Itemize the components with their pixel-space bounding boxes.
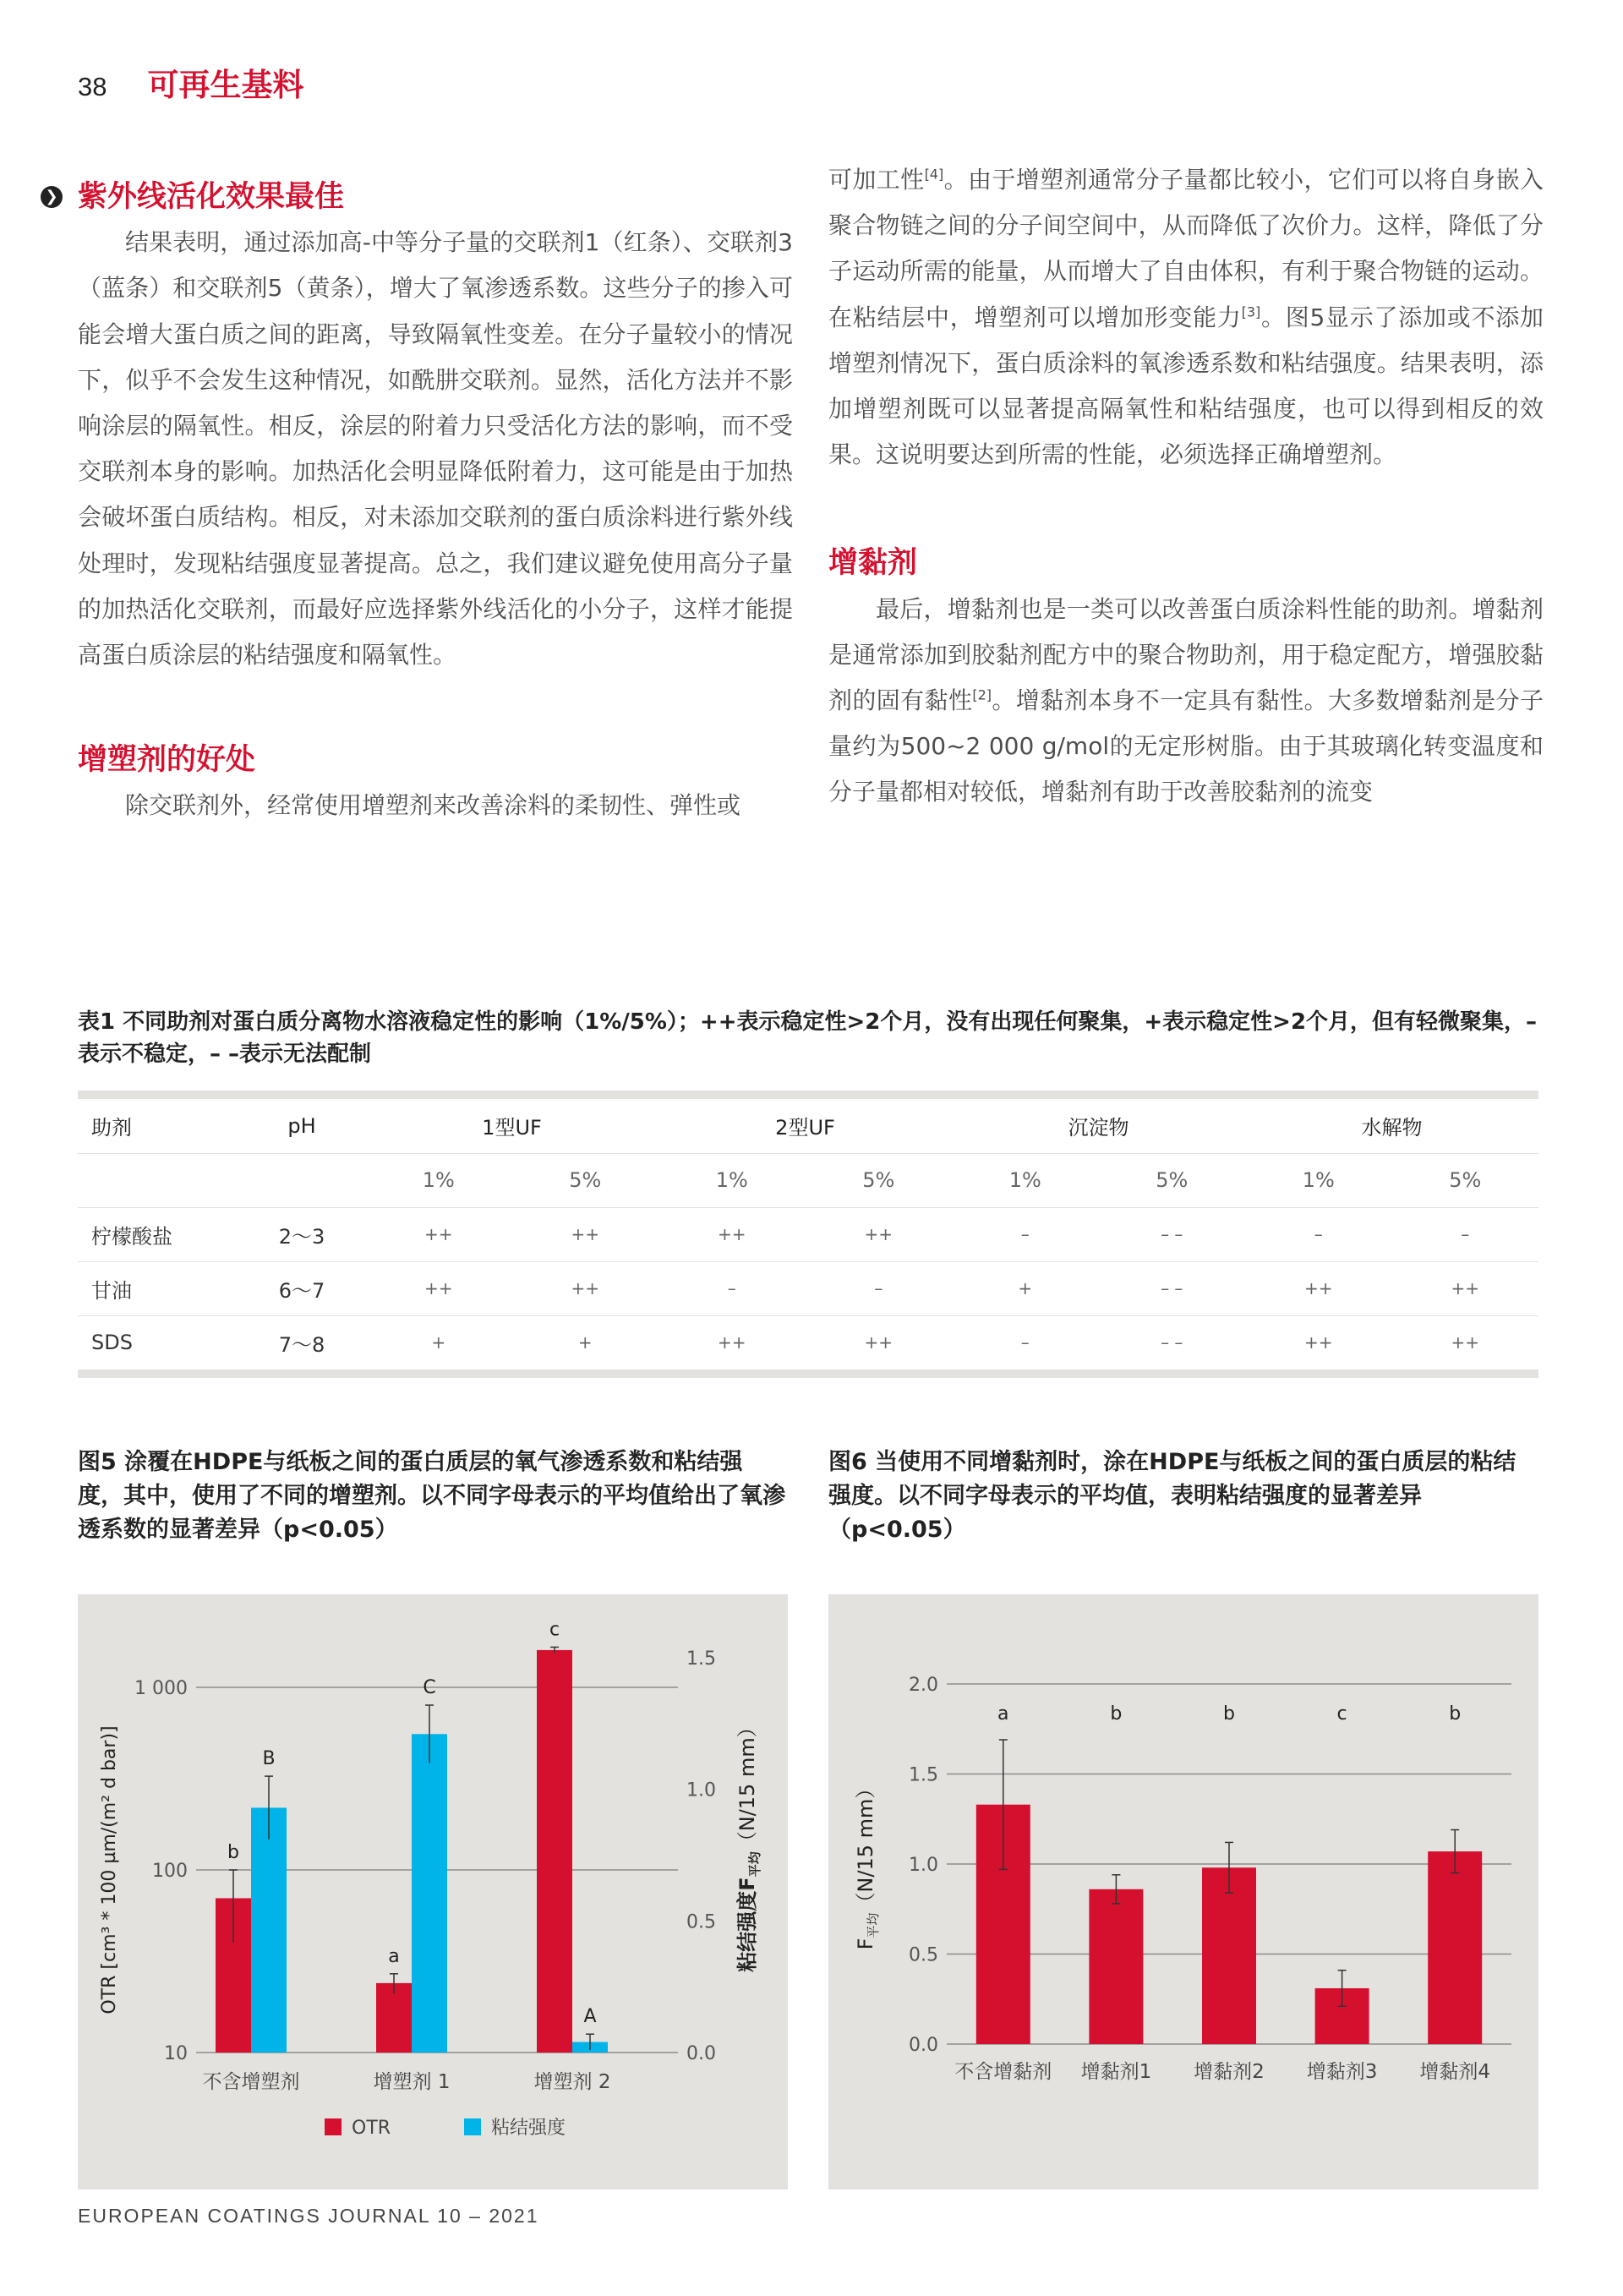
heading-tackifier: 增黏剂 (828, 546, 918, 581)
table-header: 1型UF (365, 1099, 658, 1153)
significance-letter: a (997, 1703, 1009, 1725)
table-subheader: 5% (806, 1153, 953, 1207)
table-row (78, 1261, 1538, 1315)
table-cell: – – (1161, 1332, 1183, 1353)
table-cell: 甘油 (78, 1261, 238, 1315)
figure-5-caption: 图5 涂覆在HDPE与纸板之间的蛋白质层的氧气渗透系数和粘结强度，其中，使用了不同的增塑剂。以不同字母表示的平均值给出了氧渗透系数的显著差异（p<0.05） (78, 1449, 785, 1543)
table-cell: ++ (1303, 1332, 1333, 1353)
table-caption: 表1 不同助剂对蛋白质分离物水溶液稳定性的影响（1%/5%）；++表示稳定性>2个月，没有出现任何聚集，+表示稳定性>2个月，但有轻微聚集，–表示不稳定，– –表示无法配制 (78, 1009, 1538, 1067)
legend-swatch (464, 2118, 481, 2135)
bar-otr (537, 1650, 572, 2053)
table-cell: – (1245, 1207, 1392, 1261)
table-cell: + (577, 1332, 593, 1353)
legend-label: OTR (352, 2118, 391, 2139)
page-footer: EUROPEAN COATINGS JOURNAL 10 – 2021 (78, 2205, 539, 2227)
table-cell: 7～8 (278, 1332, 325, 1357)
right-column (828, 166, 1544, 816)
table-1 (78, 1091, 1538, 1378)
significance-letter: b (227, 1842, 239, 1863)
x-axis-tick-label: 增塑剂 1 (373, 2071, 451, 2093)
significance-letter: c (549, 1619, 560, 1641)
table-cell: ++ (717, 1332, 746, 1353)
table-cell: + (952, 1261, 1099, 1315)
table-cell: ++ (864, 1332, 893, 1353)
y-axis-tick-label: 2.0 (909, 1675, 938, 1696)
legend-label: 粘结强度 (491, 2118, 566, 2139)
table-cell: – (1020, 1332, 1030, 1353)
table-row (78, 1315, 1538, 1369)
table-cell: – (806, 1261, 953, 1315)
x-axis-tick-label: 增塑剂 2 (533, 2071, 611, 2093)
paragraph: 最后，增黏剂也是一类可以改善蛋白质涂料性能的助剂。增黏剂是通常添加到胶黏剂配方中的聚合物助剂，用于稳定配方，增强胶黏剂的固有黏性[2]。增黏剂本身不一定具有黏性。大多数增黏剂是分子量约为500~2 000 g/mol的无定形树脂。由于其玻璃化转变温度和分子量都相对较低，增黏剂有助于改善胶黏剂的流变 (828, 594, 1544, 806)
table-cell: ++ (806, 1207, 953, 1261)
left-axis-tick-label: 100 (152, 1861, 188, 1882)
right-axis-label: 粘结强度$F_{平均}(N/15$ mm） (735, 1717, 762, 1972)
bar-bond-strength (251, 1807, 287, 2053)
significance-letter: C (423, 1677, 436, 1699)
y-axis-label: $F_{平均}(N/15$ mm） (854, 1778, 881, 1950)
table-subheader: 1% (1245, 1153, 1392, 1207)
right-axis-tick-label: 0.0 (686, 2043, 716, 2064)
heading-uv-activation (45, 174, 793, 220)
table-row (78, 1207, 1538, 1261)
table-cell: + (431, 1332, 446, 1353)
x-axis-tick-label: 增黏剂1 (1080, 2061, 1152, 2083)
x-axis-tick-label: 增黏剂2 (1194, 2061, 1265, 2083)
table-cell: – (952, 1207, 1099, 1261)
table-cell: ++ (658, 1207, 806, 1261)
table-cell: SDS (91, 1331, 133, 1355)
significance-letter: b (1223, 1703, 1235, 1725)
figure-6-svg (828, 1594, 1538, 2189)
significance-letter: c (1336, 1703, 1347, 1725)
table-cell: 柠檬酸盐 (78, 1207, 238, 1261)
heading-plasticizer: 增塑剂的好处 (78, 743, 256, 778)
y-axis-tick-label: 1.0 (909, 1855, 938, 1876)
table-cell: 6～7 (238, 1261, 365, 1315)
table-cell: – (658, 1261, 806, 1315)
table-cell: ++ (1451, 1332, 1479, 1353)
bar (1428, 1851, 1482, 2044)
x-axis-tick-label: 不含增黏剂 (954, 2061, 1052, 2083)
table-header: 2型UF (658, 1099, 952, 1153)
table-cell: ++ (512, 1207, 659, 1261)
significance-letter: a (388, 1945, 400, 1967)
significance-letter: B (262, 1748, 276, 1770)
table-subheader: 5% (1392, 1153, 1539, 1207)
table-cell: – – (1099, 1261, 1246, 1315)
table-cell: ++ (512, 1261, 659, 1315)
table-cell: – – (1099, 1207, 1246, 1261)
left-axis-tick-label: 10 (164, 2043, 188, 2064)
legend-swatch (325, 2118, 342, 2135)
table-header: 水解物 (1245, 1099, 1538, 1153)
right-axis-tick-label: 1.0 (686, 1779, 716, 1801)
table-cell: 2～3 (238, 1207, 365, 1261)
y-axis-tick-label: 1.5 (909, 1764, 938, 1786)
x-axis-tick-label: 不含增塑剂 (202, 2071, 300, 2093)
table-subheader: 1% (952, 1153, 1099, 1207)
bar (1089, 1889, 1143, 2044)
y-axis-tick-label: 0.0 (909, 2035, 938, 2056)
table-subheader: 5% (1099, 1153, 1246, 1207)
reference: [2] (972, 686, 992, 703)
figure-5-svg (78, 1594, 788, 2189)
table-subheader: 1% (365, 1153, 512, 1207)
table-subheader: 1% (658, 1153, 806, 1207)
table-header: pH (238, 1099, 365, 1153)
left-axis-label: OTR [cm³ * 100 µm/(m² d bar)] (99, 1725, 120, 2014)
paragraph: 可加工性[4]。由于增塑剂通常分子量都比较小，它们可以将自身嵌入聚合物链之间的分子间空间中，从而降低了次价力。这样，降低了分子运动所需的能量，从而增大了自由体积，有利于聚合物链的运动。在粘结层中，增塑剂可以增加形变能力[3]。图5显示了添加或不添加增塑剂情况下，蛋白质涂料的氧渗透系数和粘结强度。结果表明，添加增塑剂既可以显著提高隔氧性和粘结强度，也可以得到相反的效果。这说明要达到所需的性能，必须选择正确增塑剂。 (828, 166, 1544, 469)
left-column (45, 174, 793, 829)
significance-letter: A (583, 2006, 597, 2028)
paragraph: 结果表明，通过添加高-中等分子量的交联剂1（红条）、交联剂3（蓝条）和交联剂5（黄条），增大了氧渗透系数。这些分子的掺入可能会增大蛋白质之间的距离，导致隔氧性变差。在分子量较小的情况下，似乎不会发生这种情况，如酰肼交联剂。显然，活化方法并不影响涂层的隔氧性。相反，涂层的附着力只受活化方法的影响，而不受交联剂本身的影响。加热活化会明显降低附着力，这可能是由于加热会破坏蛋白质结构。相反，对未添加交联剂的蛋白质涂料进行紫外线处理时，发现粘结强度显著提高。总之，我们建议避免使用高分子量的加热活化交联剂，而最好应选择紫外线活化的小分子，这样才能提高蛋白质涂层的粘结强度和隔氧性。 (78, 228, 793, 670)
bar (1202, 1867, 1256, 2044)
y-axis-tick-label: 0.5 (909, 1944, 938, 1966)
table-cell: ++ (365, 1261, 512, 1315)
heading-text: 紫外线活化效果最佳 (78, 180, 345, 214)
table-cell: ++ (1245, 1261, 1392, 1315)
right-axis-tick-label: 0.5 (686, 1911, 716, 1933)
section-title: 可再生基料 (147, 67, 304, 103)
significance-letter: b (1110, 1703, 1123, 1725)
table-header: 助剂 (78, 1099, 238, 1153)
table-cell: – (1392, 1207, 1539, 1261)
left-axis-tick-label: 1 000 (134, 1678, 188, 1699)
significance-letter: b (1449, 1703, 1462, 1725)
right-axis-tick-label: 1.5 (686, 1648, 716, 1670)
figure-5-chart (78, 1594, 788, 2189)
page-header (78, 59, 303, 101)
reference: [4] (924, 166, 944, 183)
reference: [3] (1241, 303, 1261, 320)
figure-6-caption: 图6 当使用不同增黏剂时，涂在HDPE与纸板之间的蛋白质层的粘结强度。以不同字母表示的平均值，表明粘结强度的显著差异（p<0.05） (828, 1449, 1516, 1543)
table-subheader-row (78, 1153, 1538, 1207)
x-axis-tick-label: 增黏剂4 (1419, 2061, 1491, 2083)
table-header: 沉淀物 (952, 1099, 1245, 1153)
page-number: 38 (78, 72, 107, 101)
table-cell: ++ (1392, 1261, 1539, 1315)
table-subheader: 5% (512, 1153, 659, 1207)
figure-6-chart (828, 1594, 1538, 2189)
x-axis-tick-label: 增黏剂3 (1306, 2061, 1378, 2083)
paragraph: 除交联剂外，经常使用增塑剂来改善涂料的柔韧性、弹性或 (125, 791, 741, 820)
arrow-right-icon: ❯ (41, 186, 63, 208)
table-cell: ++ (365, 1207, 512, 1261)
bar-bond-strength (412, 1734, 447, 2053)
